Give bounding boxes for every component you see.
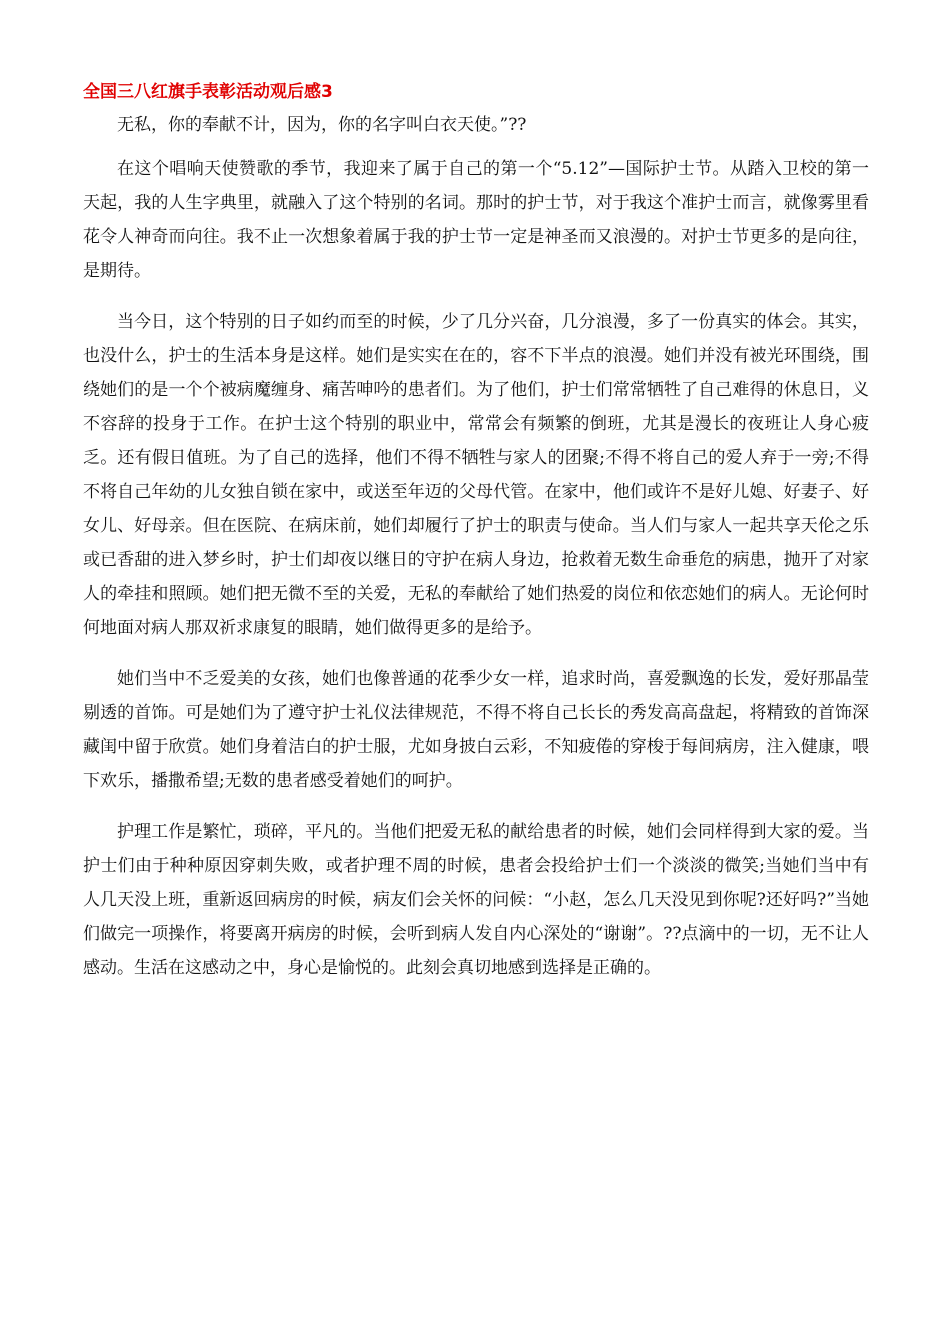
- paragraph-1: 无私，你的奉献不计，因为，你的名字叫白衣天使。”??: [117, 115, 527, 135]
- paragraph-5: 护理工作是繁忙，琐碎，平凡的。当他们把爱无私的献给患者的时候，她们会同样得到大家的爱。当护士们由于种种原因穿刺失败，或者护理不周的时候，患者会投给护士们一个淡淡的微笑;当她们当中有人几天没上班，重新返回病房的时候，病友们会关怀的问候：“小赵，怎么几天没见到你呢?还好吗?”当她们做完一项操作，将要离开病房的时候，会听到病人发自内心深处的“谢谢”。??点滴中的一切，无不让人感动。生活在这感动之中，身心是愉悦的。此刻会真切地感到选择是正确的。: [83, 822, 869, 978]
- paragraph-2: 在这个唱响天使赞歌的季节，我迎来了属于自己的第一个“5.12”—国际护士节。从踏入卫校的第一天起，我的人生字典里，就融入了这个特别的名词。那时的护士节，对于我这个准护士而言，就像雾里看花令人神奇而向往。我不止一次想象着属于我的护士节一定是神圣而又浪漫的。对护士节更多的是向往，是期待。: [83, 159, 869, 281]
- paragraph-4: 她们当中不乏爱美的女孩，她们也像普通的花季少女一样，追求时尚，喜爱飘逸的长发，爱好那晶莹剔透的首饰。可是她们为了遵守护士礼仪法律规范，不得不将自己长长的秀发高高盘起，将精致的首饰深藏闺中留于欣赏。她们身着洁白的护士服，尤如身披白云彩，不知疲倦的穿梭于每间病房，注入健康，喂下欢乐，播撒希望;无数的患者感受着她们的呵护。: [83, 669, 869, 791]
- paragraph-3: 当今日，这个特别的日子如约而至的时候，少了几分兴奋，几分浪漫，多了一份真实的体会。其实，也没什么，护士的生活本身是这样。她们是实实在在的，容不下半点的浪漫。她们并没有被光环围绕，围绕她们的是一个个被病魔缠身、痛苦呻吟的患者们。为了他们，护士们常常牺牲了自己难得的休息日，义不容辞的投身于工作。在护士这个特别的职业中，常常会有频繁的倒班，尤其是漫长的夜班让人身心疲乏。还有假日值班。为了自己的选择，他们不得不牺牲与家人的团聚;不得不将自己的爱人弃于一旁;不得不将自己年幼的儿女独自锁在家中，或送至年迈的父母代管。在家中，他们或许不是好儿媳、好妻子、好女儿、好母亲。但在医院、在病床前，她们却履行了护士的职责与使命。当人们与家人一起共享天伦之乐或已香甜的进入梦乡时，护士们却夜以继日的守护在病人身边，抢救着无数生命垂危的病患，抛开了对家人的牵挂和照顾。她们把无微不至的关爱，无私的奉献给了她们热爱的岗位和依恋她们的病人。无论何时何地面对病人那双祈求康复的眼睛，她们做得更多的是给予。: [83, 312, 869, 638]
- document-body: [83, 78, 869, 1002]
- document-title: 全国三八红旗手表彰活动观后感3: [83, 82, 333, 102]
